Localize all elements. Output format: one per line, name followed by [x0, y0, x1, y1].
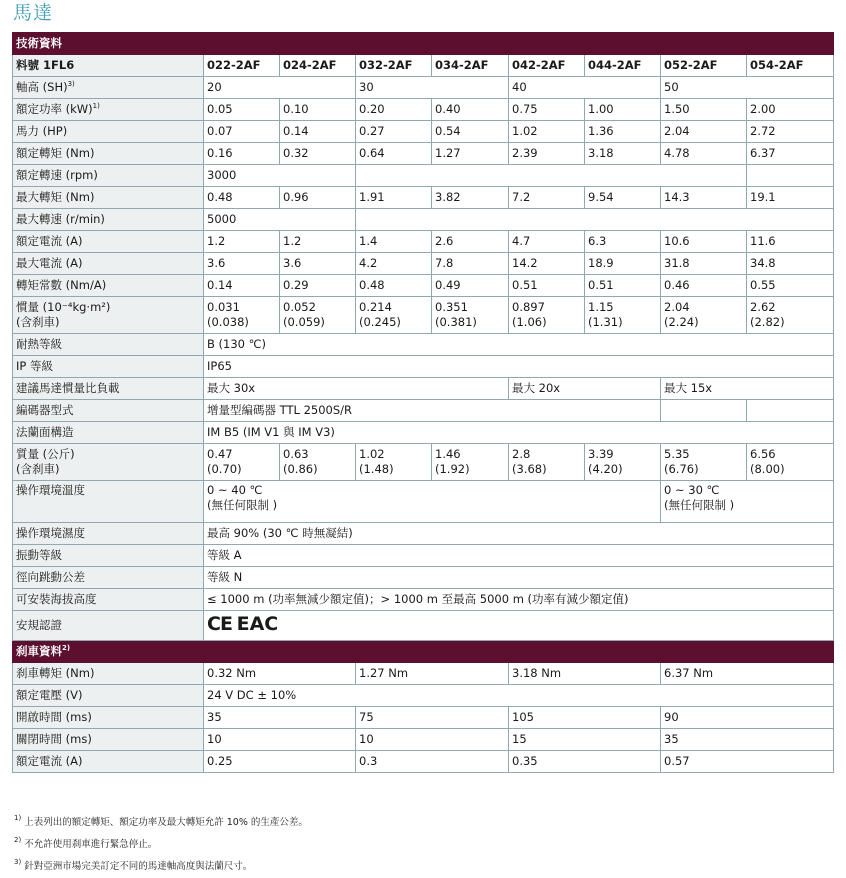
- row-label: 額定電流 (A): [13, 231, 204, 253]
- row-label: 額定電流 (A): [13, 751, 204, 773]
- cell: 0.48: [356, 275, 432, 297]
- cell: 105: [509, 707, 661, 729]
- table-row: [13, 275, 834, 297]
- table-row: [13, 707, 834, 729]
- model-cell: 042-2AF: [509, 55, 585, 77]
- cell: 最高 90% (30 ℃ 時無凝結): [204, 523, 834, 545]
- row-label: 徑向跳動公差: [13, 567, 204, 589]
- cell-empty: [356, 209, 834, 231]
- cell: 0.49: [432, 275, 509, 297]
- cell: 1.2: [280, 231, 356, 253]
- table-row: [13, 165, 834, 187]
- cell: 6.56 (8.00): [747, 444, 834, 481]
- cell: 4.78: [661, 143, 747, 165]
- row-label: 關閉時間 (ms): [13, 729, 204, 751]
- table-row: [13, 143, 834, 165]
- cell: 10.6: [661, 231, 747, 253]
- table-row: [13, 751, 834, 773]
- table-row: [13, 297, 834, 334]
- cell: 0.35: [509, 751, 661, 773]
- cell: 0.897 (1.06): [509, 297, 585, 334]
- row-label: IP 等級: [13, 356, 204, 378]
- cell: 等級 N: [204, 567, 834, 589]
- cell: 0.64: [356, 143, 432, 165]
- section-header-tech: [13, 33, 834, 55]
- cell: 2.62 (2.82): [747, 297, 834, 334]
- cell: 10: [204, 729, 356, 751]
- table-row: [13, 481, 834, 523]
- cell: 35: [204, 707, 356, 729]
- cell: IP65: [204, 356, 834, 378]
- cell: 6.3: [585, 231, 661, 253]
- cell: 1.2: [204, 231, 280, 253]
- cell-empty: [356, 165, 747, 187]
- row-label: 操作環境濕度: [13, 523, 204, 545]
- table-row: [13, 589, 834, 611]
- cell: 50: [661, 77, 834, 99]
- table-row: [13, 209, 834, 231]
- row-label: 編碼器型式: [13, 400, 204, 422]
- table-row: [13, 253, 834, 275]
- cell: 10: [356, 729, 509, 751]
- cell: 0.3: [356, 751, 509, 773]
- cell: 0.46: [661, 275, 747, 297]
- cell: 90: [661, 707, 834, 729]
- table-row: [13, 422, 834, 444]
- cell: 0.55: [747, 275, 834, 297]
- table-row: [13, 378, 834, 400]
- table-row: [13, 356, 834, 378]
- cell: 14.2: [509, 253, 585, 275]
- table-row: [13, 99, 834, 121]
- cell: 0.14: [280, 121, 356, 143]
- cell: 1.36: [585, 121, 661, 143]
- cell: 0.96: [280, 187, 356, 209]
- cell: 0.40: [432, 99, 509, 121]
- cell: 0.47 (0.70): [204, 444, 280, 481]
- cell: 3.6: [204, 253, 280, 275]
- cell: 0.214 (0.245): [356, 297, 432, 334]
- table-row: [13, 77, 834, 99]
- footnote: $^{2)}$ 不允許使用刹車進行緊急停止。: [14, 836, 158, 850]
- cell: 2.72: [747, 121, 834, 143]
- cell: 最大 15x: [661, 378, 834, 400]
- cell: 0.351 (0.381): [432, 297, 509, 334]
- cell: 1.50: [661, 99, 747, 121]
- model-cell: 022-2AF: [204, 55, 280, 77]
- cell: 18.9: [585, 253, 661, 275]
- row-label: 最大轉速 (r/min): [13, 209, 204, 231]
- model-cell: 032-2AF: [356, 55, 432, 77]
- row-label: 額定功率 (kW)$^{1)}$: [13, 99, 204, 121]
- cell: 1.4: [356, 231, 432, 253]
- cell: 最大 30x: [204, 378, 509, 400]
- cell: ≤ 1000 m (功率無減少額定值)；> 1000 m 至最高 5000 m (功率有減少額定值): [204, 589, 834, 611]
- cell: 0.10: [280, 99, 356, 121]
- cell: 7.8: [432, 253, 509, 275]
- cell: 2.04: [661, 121, 747, 143]
- cell: 4.2: [356, 253, 432, 275]
- row-label: 額定電壓 (V): [13, 685, 204, 707]
- row-label: 最大電流 (A): [13, 253, 204, 275]
- cell: 0.48: [204, 187, 280, 209]
- cell: 0.052 (0.059): [280, 297, 356, 334]
- table-row: [13, 729, 834, 751]
- table-row: [13, 663, 834, 685]
- cell: 最大 20x: [509, 378, 661, 400]
- page-title: 馬達: [13, 2, 54, 24]
- row-label: 開啟時間 (ms): [13, 707, 204, 729]
- cell: 3.82: [432, 187, 509, 209]
- cell: 0.32: [280, 143, 356, 165]
- cell: 4.7: [509, 231, 585, 253]
- cell: 0.27: [356, 121, 432, 143]
- model-cell: 054-2AF: [747, 55, 834, 77]
- section-title: 技術資料: [13, 33, 834, 55]
- cell: 0.25: [204, 751, 356, 773]
- cell: 3000: [204, 165, 356, 187]
- row-label: 安規認證: [13, 611, 204, 641]
- cell: 34.8: [747, 253, 834, 275]
- cell: 0.51: [509, 275, 585, 297]
- cell: 0.05: [204, 99, 280, 121]
- spec-table: [12, 32, 834, 773]
- cell: 6.37: [747, 143, 834, 165]
- cell: 0.031 (0.038): [204, 297, 280, 334]
- cell: 3.39 (4.20): [585, 444, 661, 481]
- ce-mark-icon: CE: [207, 613, 232, 635]
- model-cell: 052-2AF: [661, 55, 747, 77]
- section-title: 刹車資料$^{2)}$: [13, 641, 834, 663]
- row-label: 馬力 (HP): [13, 121, 204, 143]
- cell: 1.02: [509, 121, 585, 143]
- cell: 0.63 (0.86): [280, 444, 356, 481]
- table-row: [13, 231, 834, 253]
- cell: 1.46 (1.92): [432, 444, 509, 481]
- table-row: [13, 444, 834, 481]
- cell: 1.27: [432, 143, 509, 165]
- cell: 0.32 Nm: [204, 663, 356, 685]
- cell: 1.00: [585, 99, 661, 121]
- row-label: 可安裝海拔高度: [13, 589, 204, 611]
- row-label: 額定轉矩 (Nm): [13, 143, 204, 165]
- cell: 3.18 Nm: [509, 663, 661, 685]
- cell-empty: [661, 400, 747, 422]
- cell: 3.18: [585, 143, 661, 165]
- cell: 3.6: [280, 253, 356, 275]
- cell: 5.35 (6.76): [661, 444, 747, 481]
- cell: 7.2: [509, 187, 585, 209]
- cell: 15: [509, 729, 661, 751]
- cell: B (130 ℃): [204, 334, 834, 356]
- cell: 0.51: [585, 275, 661, 297]
- cell: 31.8: [661, 253, 747, 275]
- row-label: 料號 1FL6: [13, 55, 204, 77]
- cell: 0 ~ 40 ℃ (無任何限制 ): [204, 481, 661, 523]
- cell: 2.04 (2.24): [661, 297, 747, 334]
- footnote: $^{1)}$ 上表列出的額定轉矩、額定功率及最大轉矩允許 10% 的生產公差。: [14, 814, 308, 828]
- cell-empty: [747, 400, 834, 422]
- cell: 0.14: [204, 275, 280, 297]
- cell: 40: [509, 77, 661, 99]
- row-label: 法蘭面構造: [13, 422, 204, 444]
- cell: 0 ~ 30 ℃ (無任何限制 ): [661, 481, 834, 523]
- cell: 75: [356, 707, 509, 729]
- section-header-brake: [13, 641, 834, 663]
- table-row: [13, 55, 834, 77]
- cell: 0.75: [509, 99, 585, 121]
- table-row: [13, 523, 834, 545]
- model-cell: 034-2AF: [432, 55, 509, 77]
- cell: 2.8 (3.68): [509, 444, 585, 481]
- cell: 0.57: [661, 751, 834, 773]
- row-label: 轉矩常數 (Nm/A): [13, 275, 204, 297]
- row-label: 額定轉速 (rpm): [13, 165, 204, 187]
- cell: 19.1: [747, 187, 834, 209]
- cell: 0.07: [204, 121, 280, 143]
- cell: 24 V DC ± 10%: [204, 685, 834, 707]
- table-row: [13, 685, 834, 707]
- cell: 2.00: [747, 99, 834, 121]
- cell: 1.27 Nm: [356, 663, 509, 685]
- cell: 11.6: [747, 231, 834, 253]
- row-label: 振動等級: [13, 545, 204, 567]
- cell: 0.16: [204, 143, 280, 165]
- row-label: 建議馬達慣量比負載: [13, 378, 204, 400]
- table-row: [13, 121, 834, 143]
- cell: 1.91: [356, 187, 432, 209]
- cell: 6.37 Nm: [661, 663, 834, 685]
- row-label: 耐熱等級: [13, 334, 204, 356]
- footnotes: [14, 812, 308, 878]
- cell: 9.54: [585, 187, 661, 209]
- cell: 增量型編碼器 TTL 2500S/R: [204, 400, 661, 422]
- row-label: 質量 (公斤) (含刹車): [13, 444, 204, 481]
- eac-mark-icon: EAC: [236, 613, 279, 635]
- table-row: [13, 567, 834, 589]
- cell: 35: [661, 729, 834, 751]
- row-label: 最大轉矩 (Nm): [13, 187, 204, 209]
- row-label: 刹車轉矩 (Nm): [13, 663, 204, 685]
- table-row: [13, 545, 834, 567]
- row-label: 慣量 (10⁻⁴kg·m²) (含刹車): [13, 297, 204, 334]
- cell: [204, 611, 834, 641]
- model-cell: 024-2AF: [280, 55, 356, 77]
- cell: 1.02 (1.48): [356, 444, 432, 481]
- cell: 1.15 (1.31): [585, 297, 661, 334]
- cell: 14.3: [661, 187, 747, 209]
- footnote: $^{3)}$ 針對亞洲市場完美訂定不同的馬達軸高度與法蘭尺寸。: [14, 858, 253, 872]
- cell: 30: [356, 77, 509, 99]
- cell: 2.6: [432, 231, 509, 253]
- table-row: [13, 400, 834, 422]
- cell: 等級 A: [204, 545, 834, 567]
- cell: 20: [204, 77, 356, 99]
- table-row: [13, 187, 834, 209]
- cell: 0.29: [280, 275, 356, 297]
- cell: 0.54: [432, 121, 509, 143]
- table-row: [13, 334, 834, 356]
- model-cell: 044-2AF: [585, 55, 661, 77]
- cell: 0.20: [356, 99, 432, 121]
- row-label: 操作環境溫度: [13, 481, 204, 523]
- cell-empty: [747, 165, 834, 187]
- cell: IM B5 (IM V1 與 IM V3): [204, 422, 834, 444]
- row-label: 軸高 (SH)$^{3)}$: [13, 77, 204, 99]
- cell: 5000: [204, 209, 356, 231]
- table-row: [13, 611, 834, 641]
- cell: 2.39: [509, 143, 585, 165]
